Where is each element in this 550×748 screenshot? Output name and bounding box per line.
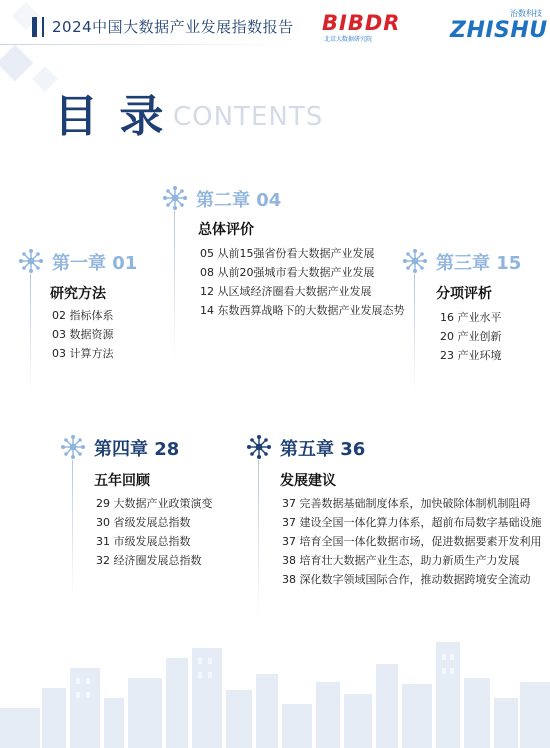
chapter-name: 分项评析 — [436, 286, 492, 302]
chapter-stem-line — [258, 460, 259, 620]
toc-title: 目 录 — [54, 91, 167, 142]
chapter-label: 第二章 04 — [196, 190, 282, 211]
report-title: 2024中国大数据产业发展指数报告 — [52, 18, 294, 36]
chapter-name: 发展建议 — [280, 473, 336, 489]
chapter-stem-line — [30, 274, 31, 394]
toc-entry[interactable]: 05 从前15强省份看大数据产业发展 — [200, 247, 375, 260]
toc-entry[interactable]: 29 大数据产业政策演变 — [96, 497, 213, 510]
zhishu-logo-small-text: 治数科技 — [510, 9, 542, 18]
toc-entry[interactable]: 37 完善数据基础制度体系，加快破除体制机制阻碍 — [282, 497, 531, 510]
chapter-stem-line — [414, 274, 415, 394]
toc-entry[interactable]: 38 深化数字领域国际合作，推动数据跨境安全流动 — [282, 573, 531, 586]
bibdr-logo — [322, 12, 434, 42]
chapter-stem-line — [72, 460, 73, 600]
network-icon — [162, 185, 188, 211]
chapter-items — [282, 494, 542, 589]
chapter-items — [52, 306, 114, 363]
chapter-label: 第四章 28 — [94, 439, 180, 460]
header-accent-bar-thin — [42, 17, 44, 37]
chapter-name: 研究方法 — [50, 286, 106, 302]
chapter-items — [440, 308, 502, 365]
city-skyline-illustration — [0, 618, 550, 748]
network-icon — [246, 434, 272, 460]
chapter-items — [200, 244, 405, 320]
toc-entry[interactable]: 12 从区域经济圈看大数据产业发展 — [200, 285, 372, 298]
toc-entry[interactable]: 23 产业环境 — [440, 349, 502, 362]
bibdr-logo-subtitle: 北京大数据研究院 — [324, 36, 373, 43]
decorative-diamond — [0, 45, 33, 82]
report-header — [0, 0, 550, 46]
toc-entry[interactable]: 37 培育全国一体化数据市场，促进数据要素开发利用 — [282, 535, 542, 548]
toc-entry[interactable]: 38 培育壮大数据产业生态，助力新质生产力发展 — [282, 554, 520, 567]
toc-entry[interactable]: 30 省级发展总指数 — [96, 516, 191, 529]
network-icon — [60, 434, 86, 460]
toc-entry[interactable]: 03 计算方法 — [52, 347, 114, 360]
chapter-name: 总体评价 — [198, 222, 254, 238]
toc-entry[interactable]: 31 市级发展总指数 — [96, 535, 191, 548]
header-accent-bar — [32, 17, 37, 37]
toc-entry[interactable]: 32 经济圈发展总指数 — [96, 554, 202, 567]
zhishu-logo — [450, 8, 546, 42]
toc-entry[interactable]: 37 建设全国一体化算力体系，超前布局数字基础设施 — [282, 516, 542, 529]
toc-subtitle: CONTENTS — [173, 102, 324, 132]
chapter-items — [96, 494, 213, 570]
bibdr-logo-text: BIBDR — [322, 11, 401, 35]
chapter-name: 五年回顾 — [94, 473, 150, 489]
chapter-label: 第一章 01 — [52, 253, 138, 274]
chapter-stem-line — [174, 211, 175, 361]
network-icon — [18, 248, 44, 274]
chapter-label: 第三章 15 — [436, 253, 522, 274]
network-icon — [402, 248, 428, 274]
zhishu-logo-text: ZHISHU — [450, 18, 548, 43]
toc-entry[interactable]: 14 东数西算战略下的大数据产业发展态势 — [200, 304, 405, 317]
toc-entry[interactable]: 03 数据资源 — [52, 328, 114, 341]
toc-entry[interactable]: 16 产业水平 — [440, 311, 502, 324]
toc-entry[interactable]: 20 产业创新 — [440, 330, 502, 343]
chapter-label: 第五章 36 — [280, 439, 366, 460]
toc-entry[interactable]: 02 指标体系 — [52, 309, 114, 322]
toc-entry[interactable]: 08 从前20强城市看大数据产业发展 — [200, 266, 375, 279]
header-divider — [0, 44, 300, 45]
